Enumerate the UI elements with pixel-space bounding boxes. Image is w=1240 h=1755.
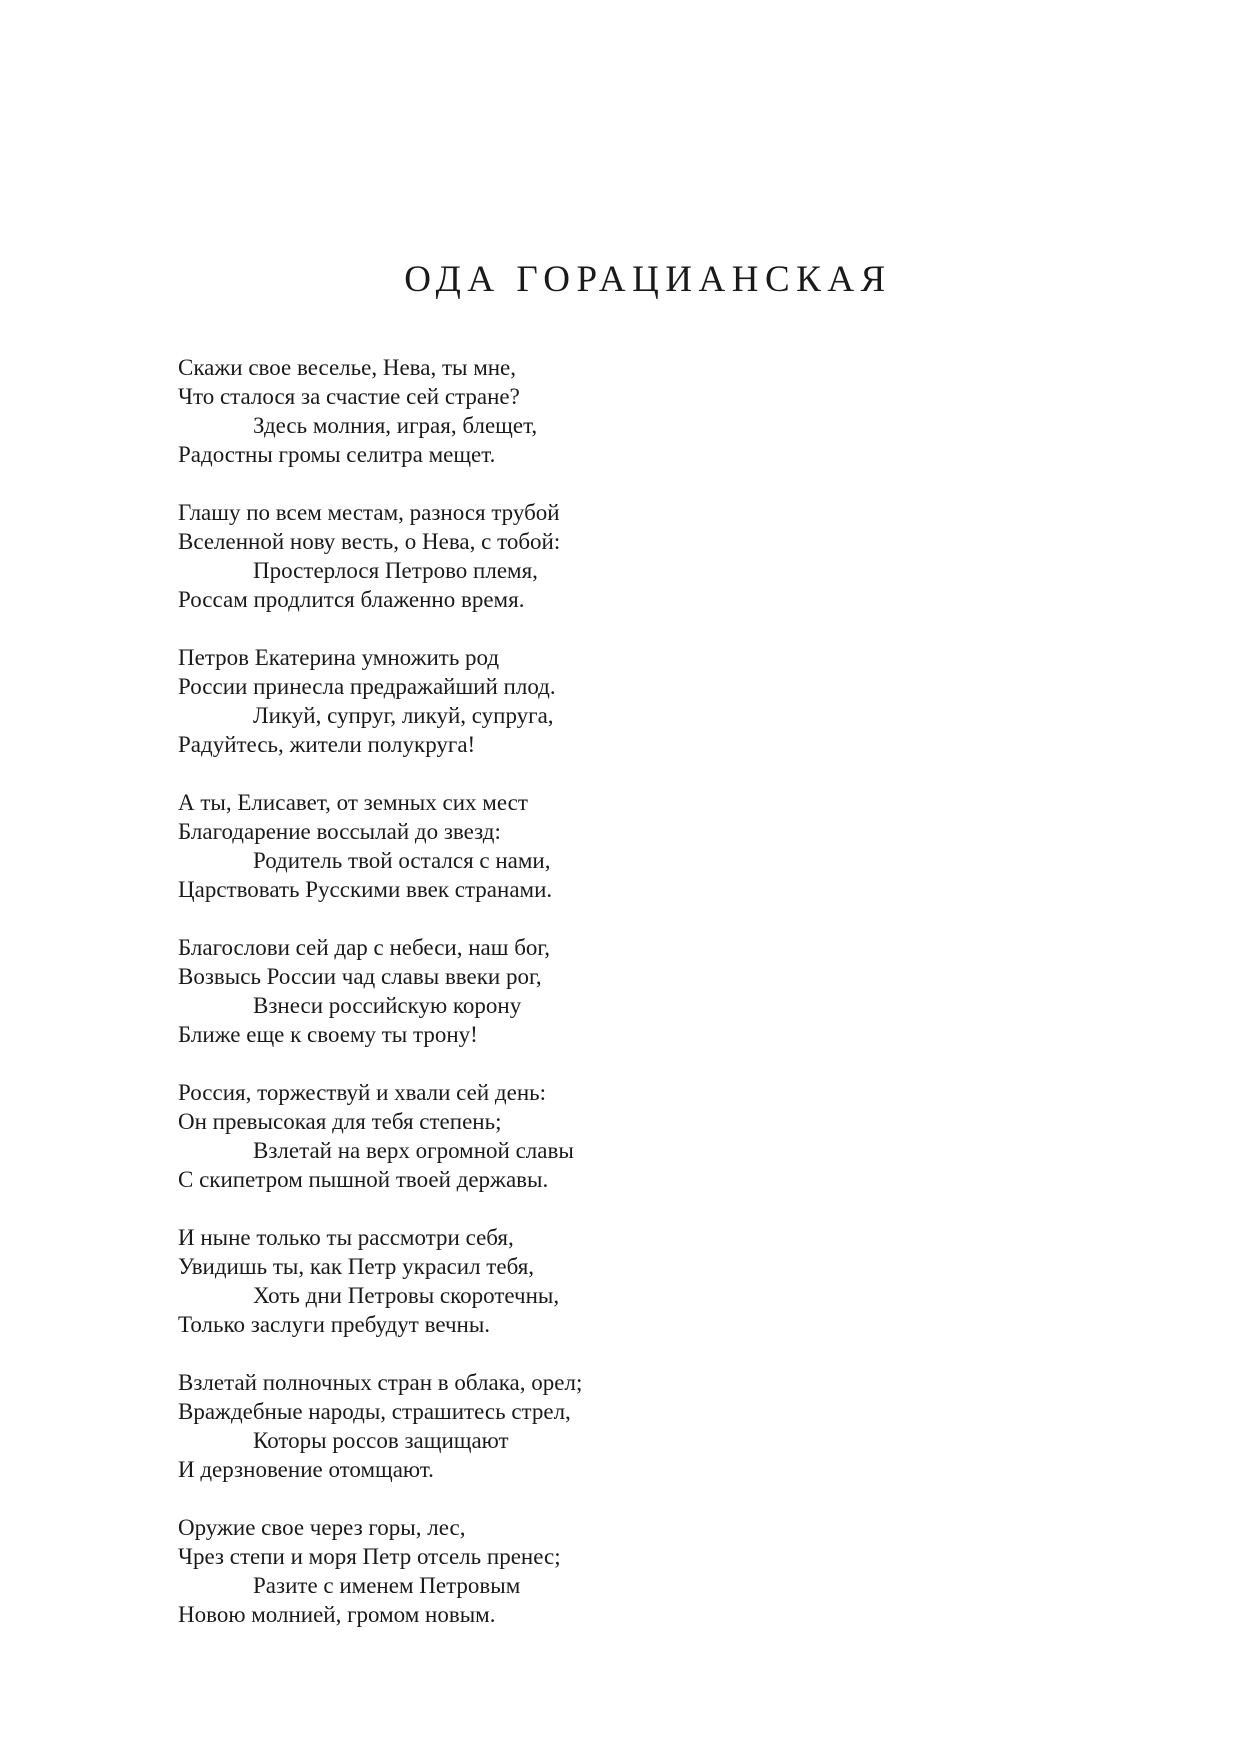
verse-line: Новою молнией, громом новым. — [178, 1602, 496, 1627]
verse-line-indented: Простерлося Петрово племя, — [253, 558, 538, 583]
verse-line: Враждебные народы, страшитесь стрел, — [178, 1399, 571, 1424]
verse-line: Благодарение воссылай до звезд: — [178, 819, 501, 844]
stanza — [178, 933, 1078, 1078]
stanza — [178, 1368, 1078, 1513]
verse-line: Россам продлится блаженно время. — [178, 587, 525, 612]
stanza — [178, 788, 1078, 933]
verse-line: Увидишь ты, как Петр украсил тебя, — [178, 1254, 535, 1279]
verse-line: Только заслуги пребудут вечны. — [178, 1312, 491, 1337]
verse-line: Чрез степи и моря Петр отсель пренес; — [178, 1544, 561, 1569]
stanza — [178, 643, 1078, 788]
verse-line: А ты, Елисавет, от земных сих мест — [178, 790, 528, 815]
verse-line-indented: Хоть дни Петровы скоротечны, — [253, 1283, 560, 1308]
verse-line: Радостны громы селитра мещет. — [178, 442, 496, 467]
verse-line: Взлетай полночных стран в облака, орел; — [178, 1370, 583, 1395]
poem-title: ОДА ГОРАЦИАНСКАЯ — [404, 259, 892, 300]
verse-line: Возвысь России чад славы ввеки рог, — [178, 964, 542, 989]
verse-line: Глашу по всем местам, разнося трубой — [178, 500, 560, 525]
verse-line: С скипетром пышной твоей державы. — [178, 1167, 549, 1192]
verse-line: Вселенной нову весть, о Нева, с тобой: — [178, 529, 561, 554]
stanza — [178, 1078, 1078, 1223]
poem-body — [178, 353, 1078, 1658]
verse-line: Радуйтесь, жители полукруга! — [178, 732, 476, 757]
verse-line: России принесла предражайший плод. — [178, 674, 556, 699]
verse-line: И дерзновение отомщают. — [178, 1457, 434, 1482]
verse-line-indented: Взнеси российскую корону — [253, 993, 522, 1018]
stanza — [178, 353, 1078, 498]
verse-line: Петров Екатерина умножить род — [178, 645, 500, 670]
verse-line: Ближе еще к своему ты трону! — [178, 1022, 478, 1047]
verse-line: Благослови сей дар с небеси, наш бог, — [178, 935, 550, 960]
verse-line-indented: Здесь молния, играя, блещет, — [253, 413, 538, 438]
verse-line: И ныне только ты рассмотри себя, — [178, 1225, 514, 1250]
verse-line-indented: Которы россов защищают — [253, 1428, 509, 1453]
verse-line: Скажи свое веселье, Нева, ты мне, — [178, 355, 517, 380]
verse-line-indented: Разите с именем Петровым — [253, 1573, 521, 1598]
stanza — [178, 498, 1078, 643]
verse-line: Он превысокая для тебя степень; — [178, 1109, 502, 1134]
stanza — [178, 1223, 1078, 1368]
verse-line: Россия, торжествуй и хвали сей день: — [178, 1080, 547, 1105]
verse-line-indented: Взлетай на верх огромной славы — [253, 1138, 574, 1163]
verse-line: Что сталося за счастие сей стране? — [178, 384, 520, 409]
verse-line-indented: Ликуй, супруг, ликуй, супруга, — [253, 703, 554, 728]
verse-line-indented: Родитель твой остался с нами, — [253, 848, 551, 873]
verse-line: Оружие свое через горы, лес, — [178, 1515, 466, 1540]
stanza — [178, 1513, 1078, 1658]
verse-line: Царствовать Русскими ввек странами. — [178, 877, 553, 902]
